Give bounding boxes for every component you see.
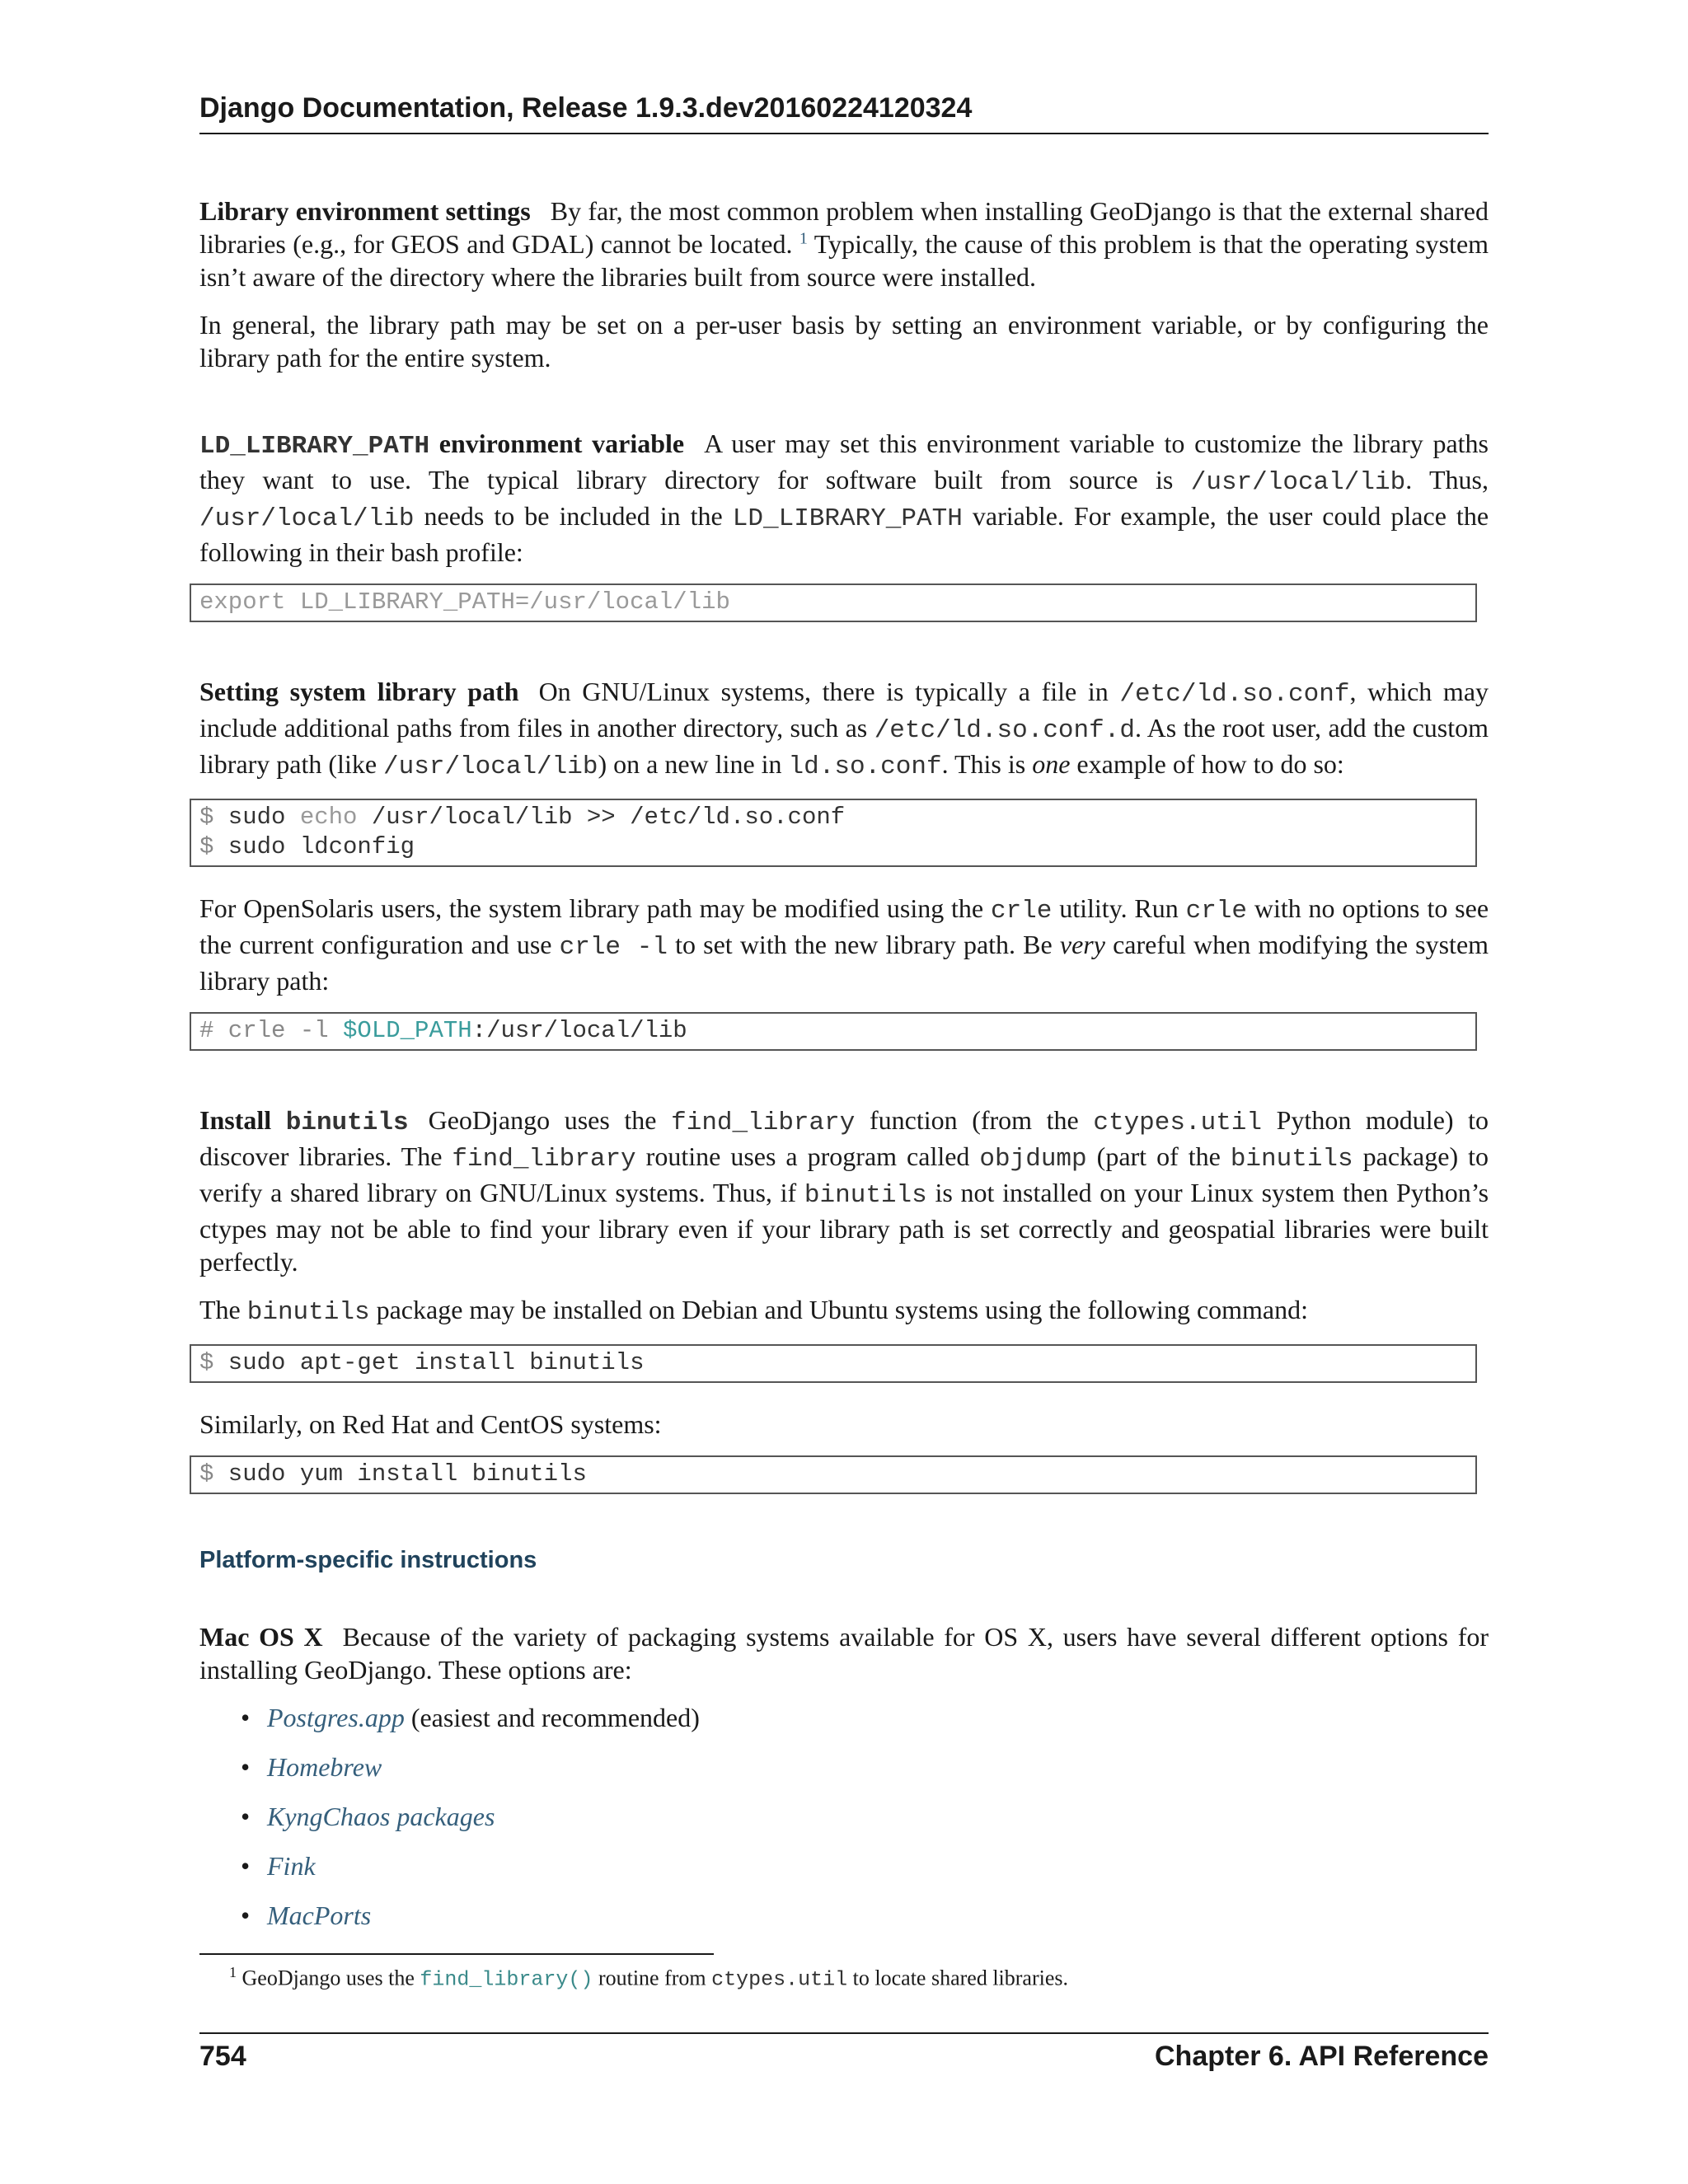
page-number: 754 <box>199 2041 246 2072</box>
sys-path-heading: Setting system library path <box>199 677 519 706</box>
list-item: • MacPorts <box>241 1900 372 1930</box>
lib-env-heading: Library environment settings <box>199 196 531 226</box>
lib-env-paragraph-2: In general, the library path may be set on a per-user basis by setting an environment variable, or by configuring the library path for the entire system. <box>199 310 1489 373</box>
binutils-debian-paragraph: The binutils package may be installed on Debian and Ubuntu systems using the following command: <box>199 1295 1309 1327</box>
binutils-heading: Install binutils <box>199 1105 409 1137</box>
code-block-apt[interactable]: $ sudo apt-get install binutils <box>190 1344 1477 1383</box>
ld-path-heading: LD_LIBRARY_PATH environment variable <box>199 429 685 461</box>
binutils-redhat-paragraph: Similarly, on Red Hat and CentOS systems: <box>199 1409 662 1439</box>
document-page <box>199 0 1489 2184</box>
macosx-options-list <box>199 1701 1489 1932</box>
code-block-yum[interactable]: $ sudo yum install binutils <box>190 1455 1477 1494</box>
footnote: $^1$ GeoDjango uses the find_library() routine from ctypes.util to locate shared libraries. <box>229 1964 1069 1992</box>
opensolaris-paragraph: For OpenSolaris users, the system library path may be modified using the crle utility. Run crle with no options to see the current configuration and use crle -l to set with the new library path. Be very careful when modifying the system library path: <box>199 893 1489 996</box>
list-item: • KyngChaos packages <box>241 1802 495 1831</box>
footnote-ref[interactable]: 1 <box>799 229 808 248</box>
link-kyngchaos[interactable]: KyngChaos packages <box>267 1802 495 1831</box>
link-macports[interactable]: MacPorts <box>267 1900 372 1930</box>
chapter-title: Chapter 6. API Reference <box>1155 2041 1489 2072</box>
lib-env-paragraph: Library environment settings By far, the most common problem when installing GeoDjango is that the external shared libraries (e.g., for GEOS and GDAL) cannot be located. $^1$ Typically, the cause of this problem is that the operating system isn’t aware of the directory where the libraries built from source were installed. <box>199 196 1489 292</box>
code-block-ldconfig[interactable]: $ sudo echo /usr/local/lib >> /etc/ld.so.conf $ sudo ldconfig <box>190 799 1477 867</box>
list-item: • Fink <box>241 1851 316 1881</box>
sys-path-paragraph: Setting system library path On GNU/Linux systems, there is typically a file in /etc/ld.so.conf, which may include additional paths from files in another directory, such as /etc/ld.so.conf.d. As the root user, add the custom library path (like /usr/local/lib) on a new line in ld.so.conf. This is one example of how to do so: <box>199 677 1489 781</box>
footer-divider <box>199 2032 1489 2034</box>
ld-path-paragraph: LD_LIBRARY_PATH environment variable A user may set this environment variable to customize the library paths they want to use. The typical library directory for software built from source is /usr/local/lib. Thus, /usr/local/lib needs to be included in the LD_LIBRARY_PATH variable. For example, the user could place the following in their bash profile: <box>199 429 1489 567</box>
macosx-paragraph: Mac OS X Because of the variety of packaging systems available for OS X, users have several different options for installing GeoDjango. These options are: <box>199 1622 1489 1685</box>
page-content <box>199 194 1489 1948</box>
code-block-export[interactable]: export LD_LIBRARY_PATH=/usr/local/lib <box>190 583 1477 622</box>
running-header: Django Documentation, Release 1.9.3.dev20160224120324 <box>199 92 1489 134</box>
macosx-heading: Mac OS X <box>199 1622 323 1652</box>
list-item: • Homebrew <box>241 1752 382 1782</box>
page-footer <box>199 2041 1489 2073</box>
code-block-crle[interactable]: # crle -l $OLD_PATH:/usr/local/lib <box>190 1012 1477 1051</box>
footnote-divider <box>199 1953 714 1955</box>
list-item: • Postgres.app (easiest and recommended) <box>241 1703 700 1732</box>
link-postgres-app[interactable]: Postgres.app <box>267 1703 405 1732</box>
link-fink[interactable]: Fink <box>267 1851 316 1881</box>
binutils-paragraph: Install binutils GeoDjango uses the find_library function (from the ctypes.util Python module) to discover libraries. The find_library routine uses a program called objdump (part of the binutils package) to verify a shared library on GNU/Linux systems. Thus, if binutils is not installed on your Linux system then Python’s ctypes may not be able to find your library even if your library path is set correctly and geospatial libraries were built perfectly. <box>199 1105 1489 1277</box>
find-library-link[interactable]: find_library() <box>420 1967 593 1992</box>
platform-heading: Platform-specific instructions <box>199 1547 537 1573</box>
link-homebrew[interactable]: Homebrew <box>267 1752 382 1782</box>
